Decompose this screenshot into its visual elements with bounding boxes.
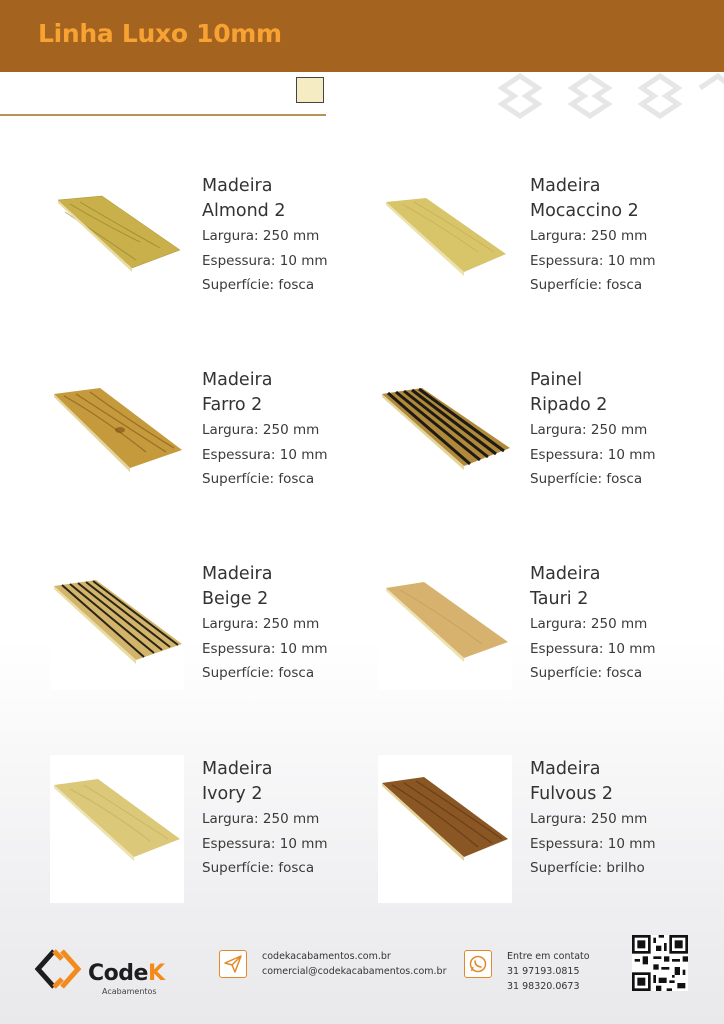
product-card: [378, 172, 698, 322]
product-name-line2: Ripado 2: [530, 395, 608, 415]
product-name-line2: Almond 2: [202, 201, 286, 221]
product-width: Largura: 250 mm: [530, 811, 648, 827]
website-link[interactable]: codekacabamentos.com.br: [262, 951, 391, 962]
product-image: [50, 755, 184, 903]
product-thickness: Espessura: 10 mm: [202, 446, 328, 463]
brand-prefix: Code: [88, 961, 148, 986]
product-surface: Superfície: fosca: [530, 471, 643, 487]
product-surface: Superfície: fosca: [202, 665, 315, 681]
decorative-pattern: [492, 70, 724, 130]
color-swatch: [296, 77, 324, 103]
product-image: [378, 172, 512, 302]
product-thickness: Espessura: 10 mm: [530, 835, 656, 852]
product-thickness: Espessura: 10 mm: [202, 252, 328, 269]
product-card: [50, 560, 370, 710]
product-name-line2: Fulvous 2: [530, 784, 614, 804]
product-card: [378, 755, 698, 905]
phone-number-2[interactable]: 31 98320.0673: [507, 981, 580, 992]
product-width: Largura: 250 mm: [202, 422, 320, 438]
product-surface: Superfície: fosca: [530, 665, 643, 681]
product-name-line1: Madeira: [530, 564, 601, 584]
product-width: Largura: 250 mm: [530, 616, 648, 632]
brand-logo: [32, 939, 182, 999]
brand-subtitle: Acabamentos: [102, 987, 157, 996]
product-name-line1: Madeira: [202, 564, 273, 584]
product-name-line2: Beige 2: [202, 589, 269, 609]
product-surface: Superfície: fosca: [202, 860, 315, 876]
product-thickness: Espessura: 10 mm: [530, 640, 656, 657]
product-name-line1: Madeira: [202, 176, 273, 196]
product-surface: Superfície: fosca: [202, 277, 315, 293]
send-icon: [219, 950, 247, 978]
product-name-line2: Ivory 2: [202, 784, 263, 804]
brand-suffix: K: [147, 961, 165, 986]
product-image: [378, 366, 512, 496]
page-title: Linha Luxo 10mm: [38, 19, 282, 48]
product-width: Largura: 250 mm: [202, 228, 320, 244]
product-thickness: Espessura: 10 mm: [530, 252, 656, 269]
product-card: [50, 755, 370, 905]
page-header: [0, 0, 724, 72]
product-image: [378, 755, 512, 903]
product-name-line2: Mocaccino 2: [530, 201, 639, 221]
product-name-line1: Painel: [530, 370, 583, 390]
product-thickness: Espessura: 10 mm: [202, 640, 328, 657]
product-card: [50, 366, 370, 516]
product-surface: Superfície: fosca: [530, 277, 643, 293]
email-link[interactable]: comercial@codekacabamentos.com.br: [262, 966, 447, 977]
product-thickness: Espessura: 10 mm: [202, 835, 328, 852]
brand-name: [88, 961, 165, 986]
product-surface: Superfície: brilho: [530, 860, 645, 876]
product-thickness: Espessura: 10 mm: [530, 446, 656, 463]
product-card: [50, 172, 370, 322]
product-surface: Superfície: fosca: [202, 471, 315, 487]
product-name-line1: Madeira: [202, 759, 273, 779]
product-width: Largura: 250 mm: [202, 811, 320, 827]
product-width: Largura: 250 mm: [530, 228, 648, 244]
product-name-line2: Farro 2: [202, 395, 263, 415]
product-name-line1: Madeira: [202, 370, 273, 390]
contact-label: Entre em contato: [507, 951, 590, 962]
product-image: [378, 560, 512, 690]
product-card: [378, 366, 698, 516]
product-name-line1: Madeira: [530, 176, 601, 196]
header-divider: [0, 114, 326, 116]
product-image: [50, 172, 184, 302]
phone-number-1[interactable]: 31 97193.0815: [507, 966, 580, 977]
whatsapp-icon: [464, 950, 492, 978]
product-card: [378, 560, 698, 710]
qr-code-icon[interactable]: [632, 935, 688, 991]
product-width: Largura: 250 mm: [202, 616, 320, 632]
page-footer: [0, 925, 724, 1024]
product-image: [50, 560, 184, 690]
product-name-line1: Madeira: [530, 759, 601, 779]
product-name-line2: Tauri 2: [530, 589, 589, 609]
product-width: Largura: 250 mm: [530, 422, 648, 438]
codek-logo-icon: [32, 943, 84, 995]
product-image: [50, 366, 184, 496]
